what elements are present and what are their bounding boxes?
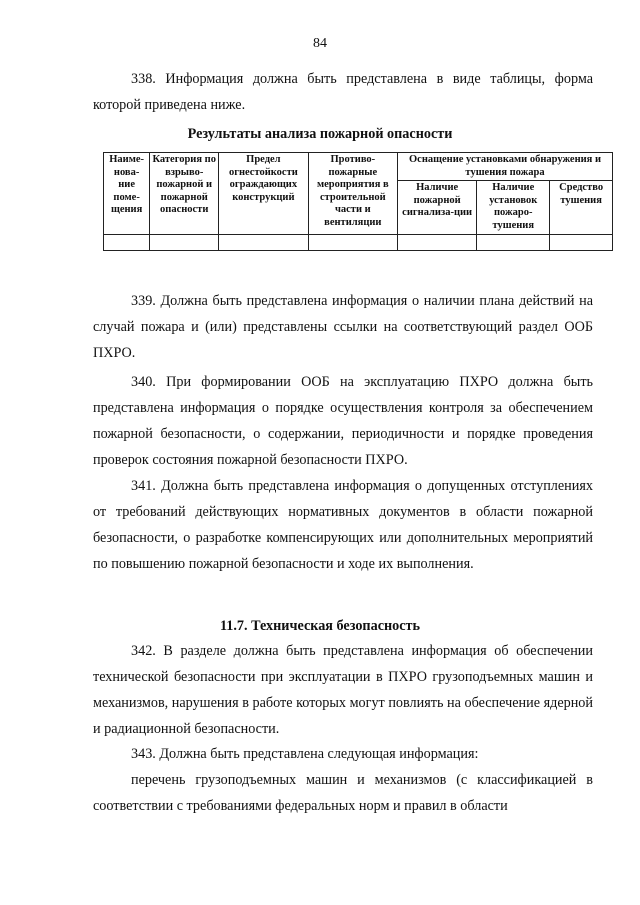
paragraph-341: 341. Должна быть представлена информация о допущенных отступлениях от требований действующих нормативных документов в области пожарной безопасности, о разработке компенсирующих или дополнительных мероприятий по повышению пожарной безопасности и ходе их выполнения. [93,478,593,572]
table-row [104,234,613,250]
page-number: 84 [313,36,327,51]
paragraph-343: 343. Должна быть представлена следующая информация: [131,746,479,762]
table-cell [308,234,397,250]
col-extinguishing-means: Средство тушения [550,181,613,234]
table-cell [219,234,308,250]
paragraph-342: 342. В разделе должна быть представлена информация об обеспечении технической безопасности при эксплуатации в ПХРО грузоподъемных машин и механизмов, нарушения в работе которых могут повлиять на обеспечение ядерной и радиационной безопасности. [93,643,593,737]
table-header-row [104,153,613,181]
table-cell [477,234,550,250]
table-cell [550,234,613,250]
col-extinguishing-systems: Наличие установок пожаро-тушения [477,181,550,234]
paragraph-list-item: перечень грузоподъемных машин и механизмов (с классификацией в соответствии с требованиями федеральных норм и правил в области [93,772,593,814]
paragraph-339: 339. Должна быть представлена информация о наличии плана действий на случай пожара и (или) представлены ссылки на соответствующий раздел ООБ ПХРО. [93,293,593,361]
section-title: 11.7. Техническая безопасность [219,618,421,634]
col-hazard-category: Категория по взрыво-пожарной и пожарной опасности [150,153,219,235]
paragraph-338: 338. Информация должна быть представлена в виде таблицы, форма которой приведена ниже. [93,71,593,113]
table-cell [104,234,150,250]
col-fire-alarm: Наличие пожарной сигнализа-ции [398,181,477,234]
col-room-name: Наиме-нова-ние поме-щения [104,153,150,235]
col-group-equipment: Оснащение установками обнаружения и тушения пожара [398,153,613,181]
table-cell [398,234,477,250]
table-title: Результаты анализа пожарной опасности [187,126,453,142]
col-fire-resistance: Предел огнестойкости ограждающих конструкций [219,153,308,235]
paragraph-340: 340. При формировании ООБ на эксплуатацию ПХРО должна быть представлена информация о порядке осуществления контроля за обеспечением пожарной безопасности, о содержании, периодичности и порядке проведения проверок состояния пожарной безопасности ПХРО. [93,374,593,468]
fire-hazard-table [103,152,613,251]
col-fire-measures: Противо-пожарные мероприятия в строительной части и вентиляции [308,153,397,235]
table-cell [150,234,219,250]
